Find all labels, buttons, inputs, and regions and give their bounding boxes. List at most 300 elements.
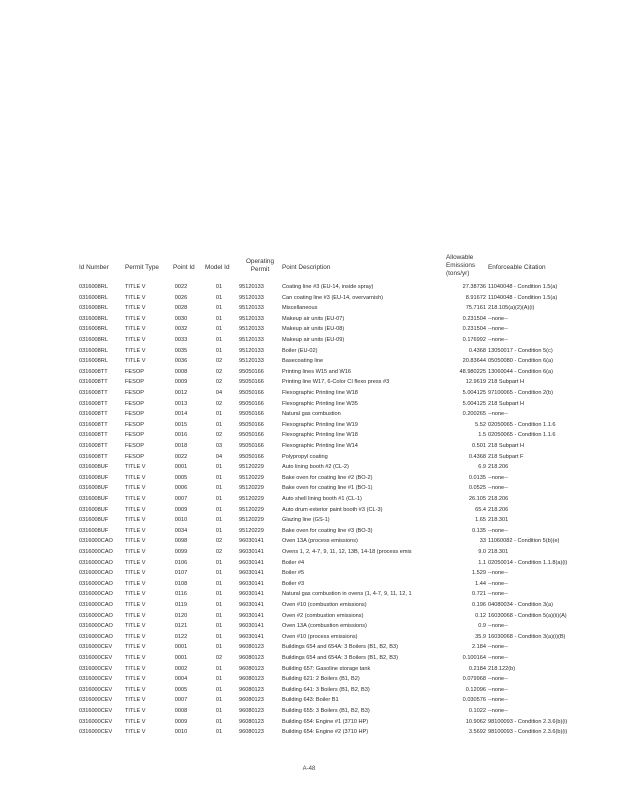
cell-id-number: 0316000CAO bbox=[79, 633, 113, 640]
cell-point-description: Basecoating line bbox=[282, 358, 324, 365]
cell-permit-type: FESOP bbox=[125, 400, 144, 407]
cell-operating-permit: 96080123 bbox=[239, 644, 264, 651]
cell-id-number: 0316008RL bbox=[79, 315, 108, 322]
table-row bbox=[0, 632, 618, 642]
cell-permit-type: FESOP bbox=[125, 368, 144, 375]
cell-permit-type: TITLE V bbox=[125, 729, 146, 736]
cell-operating-permit: 95120133 bbox=[239, 326, 264, 333]
table-row bbox=[0, 664, 618, 674]
cell-allowable-emissions: 65.4 bbox=[475, 506, 486, 513]
cell-allowable-emissions: 2.184 bbox=[472, 644, 486, 651]
cell-operating-permit: 96030141 bbox=[239, 570, 264, 577]
cell-id-number: 0316008TT bbox=[79, 400, 108, 407]
cell-point-id: 0106 bbox=[174, 559, 188, 566]
cell-enforceable-citation: --none-- bbox=[488, 337, 508, 343]
cell-enforceable-citation: --none-- bbox=[488, 580, 508, 587]
cell-allowable-emissions: 0.9 bbox=[478, 623, 486, 630]
header-id-number: Id Number bbox=[79, 264, 109, 271]
table-row bbox=[0, 452, 618, 462]
header-allowable-line-1: Allowable bbox=[446, 254, 474, 261]
cell-point-id: 0001 bbox=[174, 464, 188, 471]
cell-allowable-emissions: 6.9 bbox=[478, 464, 486, 471]
header-operating-permit bbox=[239, 258, 281, 274]
cell-id-number: 0316008UF bbox=[79, 527, 109, 534]
cell-point-id: 0099 bbox=[174, 549, 188, 555]
cell-point-description: Boiler #3 bbox=[282, 580, 305, 587]
cell-id-number: 0316008TT bbox=[79, 390, 108, 396]
cell-operating-permit: 96080123 bbox=[239, 718, 264, 725]
cell-enforceable-citation: --none-- bbox=[488, 315, 508, 322]
page-number: A-48 bbox=[302, 766, 316, 772]
cell-allowable-emissions: 3.5692 bbox=[468, 729, 486, 736]
table-row bbox=[0, 717, 618, 727]
cell-point-id: 0008 bbox=[174, 708, 188, 714]
cell-point-description: Oven 13A (combustion emissions) bbox=[282, 623, 367, 630]
cell-allowable-emissions: 8.91672 bbox=[465, 294, 486, 301]
cell-id-number: 0316000CAO bbox=[79, 580, 113, 587]
cell-allowable-emissions: 0.231504 bbox=[462, 315, 486, 322]
cell-point-id: 0035 bbox=[174, 347, 188, 354]
cell-operating-permit: 96080123 bbox=[239, 665, 264, 672]
cell-point-id: 0108 bbox=[174, 580, 188, 587]
table-row bbox=[0, 621, 618, 631]
cell-permit-type: FESOP bbox=[125, 432, 144, 439]
cell-point-description: Bake oven for coating line #3 (BO-3) bbox=[282, 527, 373, 534]
table-row bbox=[0, 589, 618, 599]
cell-id-number: 0316008UF bbox=[79, 496, 109, 502]
cell-point-description: Bake oven for coating line #2 (BO-2) bbox=[282, 474, 373, 481]
cell-id-number: 0316000CEV bbox=[79, 718, 113, 725]
cell-id-number: 0316008RL bbox=[79, 294, 108, 301]
cell-permit-type: TITLE V bbox=[125, 549, 146, 555]
cell-point-description: Oven #2 (combustion emissions) bbox=[282, 612, 364, 619]
cell-point-id: 0008 bbox=[174, 368, 188, 375]
cell-enforceable-citation: --none-- bbox=[488, 676, 508, 683]
cell-allowable-emissions: 0.4368 bbox=[468, 453, 486, 460]
table-row bbox=[0, 685, 618, 695]
cell-point-id: 0026 bbox=[174, 294, 188, 301]
cell-permit-type: TITLE V bbox=[125, 284, 146, 290]
cell-permit-type: TITLE V bbox=[125, 718, 146, 725]
cell-point-description: Boiler #5 bbox=[282, 570, 305, 577]
cell-id-number: 0316008RL bbox=[79, 326, 108, 333]
cell-permit-type: TITLE V bbox=[125, 485, 146, 492]
cell-model-id: 01 bbox=[215, 623, 223, 630]
header-model-id: Model Id bbox=[205, 264, 230, 271]
table-row bbox=[0, 388, 618, 398]
cell-allowable-emissions: 0.079968 bbox=[462, 676, 486, 683]
cell-model-id: 01 bbox=[215, 602, 223, 608]
table-row bbox=[0, 314, 618, 324]
cell-model-id: 02 bbox=[215, 432, 223, 439]
cell-id-number: 0316000CEV bbox=[79, 729, 113, 736]
cell-point-description: Flexographic Printing line W18 bbox=[282, 390, 358, 396]
cell-permit-type: TITLE V bbox=[125, 612, 146, 619]
header-allowable-emissions bbox=[446, 254, 475, 278]
cell-id-number: 0316008TT bbox=[79, 411, 108, 418]
cell-point-id: 0107 bbox=[174, 570, 188, 577]
table-row bbox=[0, 611, 618, 621]
cell-point-id: 0022 bbox=[174, 453, 188, 460]
table-row bbox=[0, 674, 618, 684]
cell-allowable-emissions: 20.83644 bbox=[462, 358, 486, 365]
cell-enforceable-citation: --none-- bbox=[488, 474, 508, 481]
table-row bbox=[0, 473, 618, 483]
cell-enforceable-citation: 16030068 - Condition 5(a)(ii)(A) bbox=[488, 612, 567, 619]
cell-model-id: 01 bbox=[215, 591, 223, 598]
cell-operating-permit: 95120229 bbox=[239, 474, 264, 481]
cell-point-id: 0009 bbox=[174, 506, 188, 513]
cell-model-id: 01 bbox=[215, 718, 223, 725]
table-row bbox=[0, 494, 618, 504]
cell-point-id: 0001 bbox=[174, 644, 188, 651]
cell-enforceable-citation: --none-- bbox=[488, 570, 508, 577]
cell-point-description: Auto drum exterior paint booth #3 (CL-3) bbox=[282, 506, 383, 513]
cell-permit-type: TITLE V bbox=[125, 697, 146, 704]
cell-id-number: 0316000CEV bbox=[79, 708, 113, 714]
cell-permit-type: TITLE V bbox=[125, 570, 146, 577]
cell-enforceable-citation: 05050080 - Condition 6(a) bbox=[488, 358, 553, 365]
cell-model-id: 03 bbox=[215, 443, 223, 449]
header-operating-line-2: Permit bbox=[250, 266, 270, 273]
cell-permit-type: TITLE V bbox=[125, 326, 146, 333]
cell-point-id: 0001 bbox=[174, 655, 188, 661]
table-row bbox=[0, 420, 618, 430]
cell-permit-type: TITLE V bbox=[125, 686, 146, 693]
cell-id-number: 0316008RL bbox=[79, 284, 108, 290]
cell-id-number: 0316000CAO bbox=[79, 559, 113, 566]
cell-permit-type: TITLE V bbox=[125, 602, 146, 608]
table-row bbox=[0, 653, 618, 663]
cell-allowable-emissions: 1.529 bbox=[472, 570, 486, 577]
header-allowable-line-2: Emissions bbox=[446, 262, 476, 269]
cell-point-description: Flexographic Printing line W18 bbox=[282, 432, 358, 439]
cell-id-number: 0316008TT bbox=[79, 379, 108, 386]
cell-id-number: 0316000CAO bbox=[79, 549, 113, 555]
cell-permit-type: FESOP bbox=[125, 379, 144, 386]
cell-permit-type: TITLE V bbox=[125, 708, 146, 714]
cell-enforceable-citation: 13050017 - Condition 5(c) bbox=[488, 347, 553, 354]
cell-point-id: 0005 bbox=[174, 474, 188, 481]
cell-id-number: 0316008RL bbox=[79, 305, 108, 312]
cell-model-id: 02 bbox=[215, 538, 223, 545]
cell-point-description: Boiler #4 bbox=[282, 559, 305, 566]
cell-allowable-emissions: 1.5 bbox=[478, 432, 486, 439]
cell-enforceable-citation: 02050065 - Condition 1.1.6 bbox=[488, 432, 556, 439]
cell-id-number: 0316000CEV bbox=[79, 676, 113, 683]
cell-point-description: Printing line W17, 6-Color CI flexo press #3 bbox=[282, 379, 390, 386]
table-row bbox=[0, 303, 618, 313]
cell-id-number: 0316000CAO bbox=[79, 591, 113, 598]
cell-point-id: 0036 bbox=[174, 358, 188, 365]
table-row bbox=[0, 642, 618, 652]
cell-point-description: Bake oven for coating line #1 (BO-1) bbox=[282, 485, 373, 492]
cell-operating-permit: 95120229 bbox=[239, 464, 264, 471]
cell-point-id: 0012 bbox=[174, 390, 188, 396]
cell-point-id: 0121 bbox=[174, 623, 188, 630]
cell-model-id: 01 bbox=[215, 644, 223, 651]
cell-point-description: Flexographic Printing line W19 bbox=[282, 421, 358, 428]
cell-permit-type: FESOP bbox=[125, 443, 144, 449]
cell-model-id: 01 bbox=[215, 580, 223, 587]
cell-point-description: Makeup air units (EU-07) bbox=[282, 315, 345, 322]
cell-point-description: Can coating line #3 (EU-14, overvarnish) bbox=[282, 294, 384, 301]
cell-operating-permit: 96080123 bbox=[239, 729, 264, 736]
cell-operating-permit: 96030141 bbox=[239, 591, 264, 598]
table-row bbox=[0, 483, 618, 493]
cell-enforceable-citation: --none-- bbox=[488, 697, 508, 704]
cell-model-id: 02 bbox=[215, 379, 223, 386]
cell-model-id: 01 bbox=[215, 686, 223, 693]
cell-id-number: 0316000CEV bbox=[79, 655, 113, 661]
cell-id-number: 0316000CAO bbox=[79, 623, 113, 630]
cell-operating-permit: 96080123 bbox=[239, 676, 264, 683]
cell-permit-type: TITLE V bbox=[125, 527, 146, 534]
table-row bbox=[0, 515, 618, 525]
cell-operating-permit: 95120229 bbox=[239, 506, 264, 513]
cell-permit-type: TITLE V bbox=[125, 538, 146, 545]
cell-point-description: Glazing line (GS-1) bbox=[282, 517, 330, 524]
cell-allowable-emissions: 0.0135 bbox=[468, 474, 486, 481]
cell-point-description: Building 621: 2 Boilers (B1, B2) bbox=[282, 676, 360, 683]
cell-id-number: 0316000CEV bbox=[79, 665, 113, 672]
cell-enforceable-citation: 218.105(a)(2)(A)(i) bbox=[488, 305, 535, 312]
cell-id-number: 0316008RL bbox=[79, 347, 108, 354]
cell-enforceable-citation: --none-- bbox=[488, 591, 508, 598]
cell-point-id: 0018 bbox=[174, 443, 188, 449]
cell-permit-type: TITLE V bbox=[125, 496, 146, 502]
cell-id-number: 0316008RL bbox=[79, 358, 108, 365]
cell-model-id: 01 bbox=[215, 633, 223, 640]
cell-model-id: 01 bbox=[215, 559, 223, 566]
table-row bbox=[0, 346, 618, 356]
cell-operating-permit: 96030141 bbox=[239, 633, 264, 640]
cell-enforceable-citation: 218.122(b) bbox=[488, 665, 516, 672]
cell-model-id: 02 bbox=[215, 549, 223, 555]
cell-operating-permit: 95050166 bbox=[239, 453, 264, 460]
cell-allowable-emissions: 1.65 bbox=[475, 517, 486, 524]
cell-model-id: 01 bbox=[215, 729, 223, 736]
cell-operating-permit: 96030141 bbox=[239, 538, 264, 545]
cell-enforceable-citation: 97100065 - Condition 2(b) bbox=[488, 390, 553, 396]
cell-allowable-emissions: 0.1022 bbox=[468, 708, 486, 714]
cell-operating-permit: 96080123 bbox=[239, 655, 264, 661]
cell-point-id: 0002 bbox=[174, 665, 188, 672]
cell-operating-permit: 95050166 bbox=[239, 421, 264, 428]
cell-operating-permit: 95120133 bbox=[239, 347, 264, 354]
cell-allowable-emissions: 0.135 bbox=[472, 527, 486, 534]
cell-enforceable-citation: --none-- bbox=[488, 644, 508, 651]
cell-operating-permit: 95120229 bbox=[239, 527, 264, 534]
cell-operating-permit: 95050166 bbox=[239, 400, 264, 407]
cell-id-number: 0316000CEV bbox=[79, 686, 113, 693]
cell-operating-permit: 96030141 bbox=[239, 559, 264, 566]
cell-point-description: Natural gas combustion in ovens (1, 4-7, 9, 11, 12, 1 bbox=[282, 591, 412, 598]
cell-enforceable-citation: 02050014 - Condition 1.1.8(a)(i) bbox=[488, 559, 568, 566]
cell-model-id: 01 bbox=[215, 305, 223, 312]
cell-permit-type: TITLE V bbox=[125, 644, 146, 651]
cell-point-id: 0022 bbox=[174, 284, 188, 290]
cell-enforceable-citation: 218 Subpart H bbox=[488, 443, 525, 449]
cell-permit-type: FESOP bbox=[125, 453, 144, 460]
cell-enforceable-citation: 218 Subpart F bbox=[488, 453, 524, 460]
cell-id-number: 0316000CAO bbox=[79, 570, 113, 577]
cell-allowable-emissions: 1.44 bbox=[475, 580, 486, 587]
cell-point-description: Auto lining booth #2 (CL-2) bbox=[282, 464, 349, 471]
cell-operating-permit: 95050166 bbox=[239, 390, 264, 396]
cell-permit-type: TITLE V bbox=[125, 580, 146, 587]
table-row bbox=[0, 558, 618, 568]
cell-allowable-emissions: 0.721 bbox=[472, 591, 486, 598]
cell-allowable-emissions: 5.004125 bbox=[462, 400, 486, 407]
table-row bbox=[0, 462, 618, 472]
cell-point-id: 0004 bbox=[174, 676, 188, 683]
cell-point-id: 0015 bbox=[174, 421, 188, 428]
cell-point-description: Oven 13A (process emissions) bbox=[282, 538, 358, 545]
cell-point-description: Auto shell lining booth #1 (CL-1) bbox=[282, 496, 362, 502]
cell-point-id: 0034 bbox=[174, 527, 188, 534]
cell-point-id: 0013 bbox=[174, 400, 188, 407]
cell-operating-permit: 96080123 bbox=[239, 686, 264, 693]
cell-permit-type: TITLE V bbox=[125, 294, 146, 301]
cell-point-description: Printing lines W15 and W16 bbox=[282, 368, 352, 375]
cell-permit-type: TITLE V bbox=[125, 315, 146, 322]
cell-permit-type: FESOP bbox=[125, 390, 144, 396]
cell-model-id: 02 bbox=[215, 655, 223, 661]
table-row bbox=[0, 568, 618, 578]
cell-point-id: 0030 bbox=[174, 315, 188, 322]
table-row bbox=[0, 600, 618, 610]
cell-allowable-emissions: 10.9062 bbox=[465, 718, 486, 725]
cell-point-description: Building 655: 3 Boilers (B1, B2, B3) bbox=[282, 708, 370, 714]
cell-point-id: 0116 bbox=[174, 591, 188, 598]
cell-point-description: Coating line #3 (EU-14, inside spray) bbox=[282, 284, 374, 290]
cell-enforceable-citation: --none-- bbox=[488, 411, 508, 418]
cell-permit-type: TITLE V bbox=[125, 676, 146, 683]
cell-operating-permit: 95050166 bbox=[239, 432, 264, 439]
cell-model-id: 01 bbox=[215, 326, 223, 333]
table-row bbox=[0, 430, 618, 440]
cell-permit-type: TITLE V bbox=[125, 347, 146, 354]
cell-point-id: 0014 bbox=[174, 411, 188, 418]
cell-enforceable-citation: 218 Subpart H bbox=[488, 400, 525, 407]
cell-operating-permit: 95120229 bbox=[239, 517, 264, 524]
cell-permit-type: TITLE V bbox=[125, 559, 146, 566]
header-permit-type: Permit Type bbox=[125, 264, 159, 271]
table-row bbox=[0, 536, 618, 546]
cell-enforceable-citation: --none-- bbox=[488, 655, 508, 661]
cell-id-number: 0316008UF bbox=[79, 506, 109, 513]
cell-model-id: 01 bbox=[215, 284, 223, 290]
cell-operating-permit: 95120229 bbox=[239, 496, 264, 502]
cell-operating-permit: 95120229 bbox=[239, 485, 264, 492]
cell-operating-permit: 96080123 bbox=[239, 697, 264, 704]
table-row bbox=[0, 282, 618, 292]
cell-allowable-emissions: 0.4368 bbox=[468, 347, 486, 354]
cell-model-id: 04 bbox=[215, 453, 223, 460]
cell-point-description: Oven #10 (combustion emissions) bbox=[282, 602, 367, 608]
table-row bbox=[0, 441, 618, 451]
cell-model-id: 01 bbox=[215, 474, 223, 481]
cell-model-id: 01 bbox=[215, 506, 223, 513]
cell-point-description: Buildings 654 and 654A: 3 Boilers (B1, B2, B3) bbox=[282, 644, 398, 651]
cell-point-id: 0010 bbox=[174, 729, 188, 736]
table-row bbox=[0, 367, 618, 377]
cell-permit-type: FESOP bbox=[125, 421, 144, 428]
cell-operating-permit: 96030141 bbox=[239, 612, 264, 619]
cell-id-number: 0316008TT bbox=[79, 368, 108, 375]
cell-point-description: Natural gas combustion bbox=[282, 411, 341, 418]
header-allowable-line-3: (tons/yr) bbox=[446, 270, 470, 277]
cell-allowable-emissions: 33 bbox=[479, 538, 486, 545]
cell-id-number: 0316000CEV bbox=[79, 644, 113, 651]
cell-point-id: 0032 bbox=[174, 326, 188, 333]
cell-operating-permit: 96030141 bbox=[239, 580, 264, 587]
cell-enforceable-citation: --none-- bbox=[488, 485, 508, 492]
cell-permit-type: TITLE V bbox=[125, 633, 146, 640]
cell-model-id: 01 bbox=[215, 485, 223, 492]
cell-point-id: 0098 bbox=[174, 538, 188, 545]
cell-point-id: 0122 bbox=[174, 633, 188, 640]
cell-point-id: 0010 bbox=[174, 517, 188, 524]
cell-enforceable-citation: 11040048 - Condition 1.5(a) bbox=[488, 294, 558, 301]
cell-point-description: Buildings 654 and 654A: 3 Boilers (B1, B2, B3) bbox=[282, 655, 398, 661]
cell-operating-permit: 95050166 bbox=[239, 443, 264, 449]
cell-allowable-emissions: 26.105 bbox=[468, 496, 486, 502]
cell-point-description: Building 657: Gasoline storage tank bbox=[282, 665, 371, 672]
cell-point-id: 0009 bbox=[174, 718, 188, 725]
cell-allowable-emissions: 0.030576 bbox=[462, 697, 486, 704]
table-row bbox=[0, 526, 618, 536]
cell-id-number: 0316008TT bbox=[79, 421, 108, 428]
cell-point-description: Building 654: Engine #1 (3710 HP) bbox=[282, 718, 369, 725]
cell-model-id: 01 bbox=[215, 570, 223, 577]
table-row bbox=[0, 377, 618, 387]
table-row bbox=[0, 547, 618, 557]
cell-point-description: Building 643: Boiler B1 bbox=[282, 697, 339, 704]
cell-model-id: 04 bbox=[215, 390, 223, 396]
cell-point-description: Boiler (EU-02) bbox=[282, 347, 318, 354]
cell-model-id: 01 bbox=[215, 517, 223, 524]
cell-model-id: 02 bbox=[215, 400, 223, 407]
cell-id-number: 0316008TT bbox=[79, 443, 108, 449]
cell-model-id: 01 bbox=[215, 347, 223, 354]
cell-allowable-emissions: 0.12096 bbox=[465, 686, 486, 693]
cell-enforceable-citation: 02050065 - Condition 1.1.6 bbox=[488, 421, 556, 428]
cell-id-number: 0316000CAO bbox=[79, 602, 113, 608]
cell-enforceable-citation: 11060082 - Condition 5(b)(e) bbox=[488, 538, 560, 545]
cell-permit-type: TITLE V bbox=[125, 655, 146, 661]
table-row bbox=[0, 409, 618, 419]
cell-operating-permit: 96030141 bbox=[239, 549, 264, 555]
table-row bbox=[0, 727, 618, 737]
cell-permit-type: TITLE V bbox=[125, 358, 146, 365]
cell-permit-type: TITLE V bbox=[125, 591, 146, 598]
cell-point-description: Ovens 1, 2, 4-7, 9, 11, 12, 13B, 14-18 (process emis bbox=[282, 549, 412, 555]
cell-model-id: 01 bbox=[215, 665, 223, 672]
cell-allowable-emissions: 5.52 bbox=[475, 421, 486, 428]
cell-point-description: Building 654: Engine #2 (3710 HP) bbox=[282, 729, 369, 736]
cell-permit-type: TITLE V bbox=[125, 305, 146, 312]
cell-allowable-emissions: 9.0 bbox=[478, 549, 486, 555]
header-point-id: Point Id bbox=[173, 264, 195, 271]
cell-id-number: 0316008UF bbox=[79, 464, 109, 471]
cell-enforceable-citation: 218 Subpart H bbox=[488, 379, 525, 386]
cell-operating-permit: 95120133 bbox=[239, 284, 264, 290]
cell-enforceable-citation: --none-- bbox=[488, 326, 508, 333]
cell-enforceable-citation: --none-- bbox=[488, 527, 508, 534]
cell-model-id: 01 bbox=[215, 527, 223, 534]
